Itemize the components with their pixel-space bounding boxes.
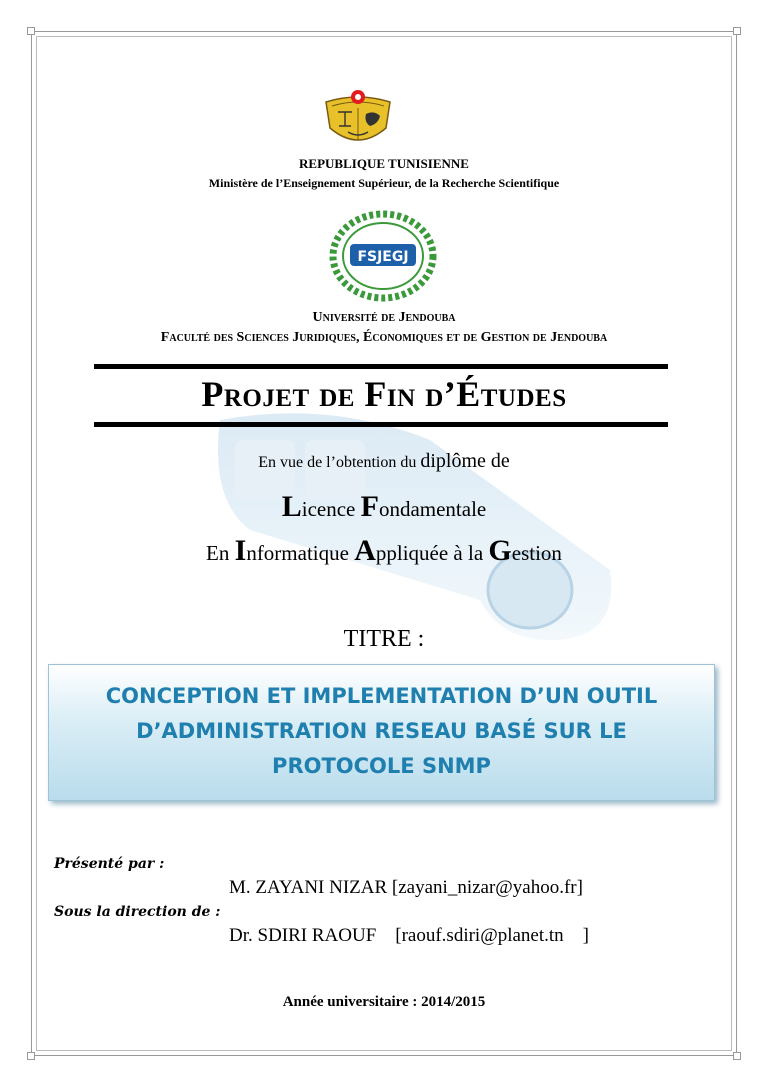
project-title [49, 665, 714, 784]
degree-line-2 [0, 534, 768, 568]
corner-ornament [733, 1052, 741, 1060]
degree-word: ondamentale [378, 497, 487, 521]
project-title-box [48, 664, 715, 801]
degree-word: icence [301, 497, 361, 521]
titre-label: TITRE : [343, 626, 425, 652]
diploma-intro [0, 450, 768, 473]
degree-word: estion [511, 541, 562, 565]
project-title-line: PROTOCOLE SNMP [272, 754, 491, 778]
fsjegj-faculty-logo [328, 210, 438, 302]
presented-by-label: Présenté par : [54, 856, 165, 872]
degree-initial: I [234, 534, 247, 567]
degree-initial: F [360, 490, 379, 523]
degree-initial: L [281, 490, 302, 523]
document-title: Projet de Fin d’Études [201, 374, 567, 414]
degree-word: En [206, 541, 235, 565]
diploma-intro-text-large: diplôme de [420, 450, 510, 472]
title-rule-bottom [94, 422, 668, 427]
supervisor-label: Sous la direction de : [54, 904, 221, 920]
academic-year: Année universitaire : 2014/2015 [282, 994, 486, 1010]
background-watermark [210, 400, 630, 650]
degree-word: ppliquée à la [375, 541, 489, 565]
tunisia-emblem-logo [318, 88, 398, 152]
university-name: Université de Jendouba [312, 310, 456, 325]
degree-initial: G [488, 534, 512, 567]
diploma-intro-text: En vue de l’obtention du [258, 454, 417, 471]
project-title-line: D’ADMINISTRATION RESEAU BASÉ SUR LE [136, 719, 627, 743]
degree-word: nformatique [246, 541, 355, 565]
supervisor-name: Dr. SDIRI RAOUF [raouf.sdiri@planet.tn ] [229, 925, 589, 946]
ministry-name: Ministère de l’Enseignement Supérieur, de la Recherche Scientifique [208, 176, 560, 190]
corner-ornament [27, 27, 35, 35]
project-title-line: CONCEPTION ET IMPLEMENTATION D’UN OUTIL [105, 684, 658, 708]
title-rule-top [94, 364, 668, 369]
corner-ornament [733, 27, 741, 35]
faculty-name: Faculté des Sciences Juridiques, Économiques et de Gestion de Jendouba [160, 330, 608, 345]
degree-line-1 [0, 490, 768, 524]
student-name: M. ZAYANI NIZAR [zayani_nizar@yahoo.fr] [229, 877, 583, 898]
country-name: REPUBLIQUE TUNISIENNE [299, 156, 469, 171]
corner-ornament [27, 1052, 35, 1060]
logo-text: FSJEGJ [357, 249, 409, 265]
degree-initial: A [354, 534, 376, 567]
